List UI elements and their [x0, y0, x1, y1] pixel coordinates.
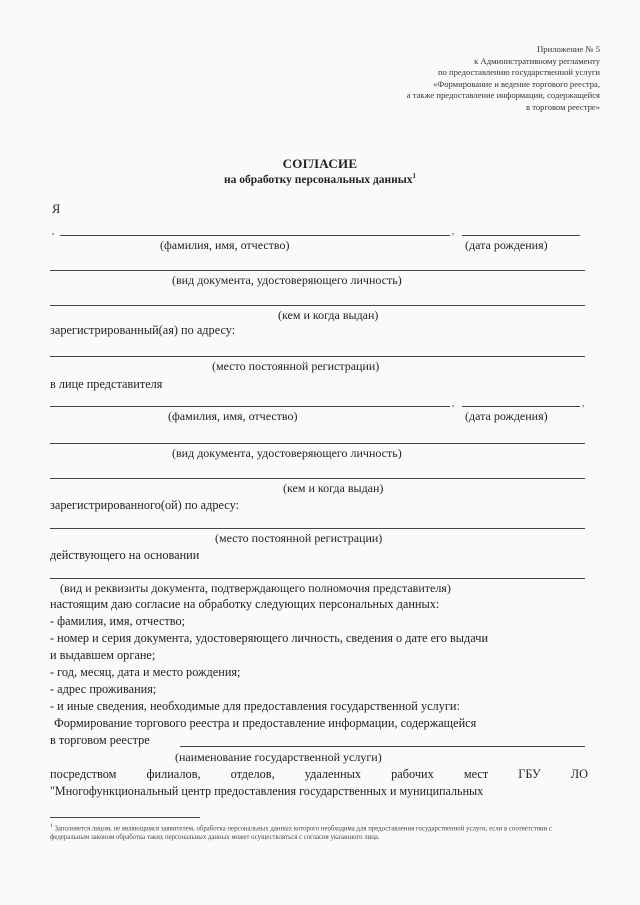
- reg-field[interactable]: [50, 356, 585, 357]
- appendix-line: в торговом реестре»: [526, 101, 600, 112]
- comma-mark: ,: [452, 398, 455, 408]
- through-word: филиалов,: [146, 767, 201, 781]
- caption-reg-place: (место постоянной регистрации): [212, 359, 380, 373]
- footnote-text: Заполняется лицом, не являющимся заявителем, обработка персональных данных которого необходима для предоставления государственной услуги, если в соответствии с федеральным законом обработка таких персональных данных может осуществляться с согласия указанного лица.: [50, 825, 553, 842]
- birth-field[interactable]: [462, 235, 580, 236]
- reg2-field[interactable]: [50, 528, 585, 529]
- caption-doc: (вид документа, удостоверяющего личность): [172, 273, 402, 287]
- footnote: [50, 822, 590, 842]
- doc-field[interactable]: [50, 270, 585, 271]
- through-word: ЛО: [570, 767, 589, 781]
- service-line-2: в торговом реестре: [50, 733, 150, 747]
- appendix-header: [280, 44, 600, 114]
- fio2-field[interactable]: [50, 406, 450, 407]
- through-word: отделов,: [230, 767, 275, 781]
- service-line-1: Формирование торгового реестра и предоставление информации, содержащейся: [54, 716, 477, 730]
- service-field[interactable]: [180, 746, 585, 747]
- registered-label: зарегистрированный(ая) по адресу:: [50, 323, 236, 337]
- appendix-line: Приложение № 5: [537, 44, 600, 54]
- list-item: - год, месяц, дата и место рождения;: [50, 665, 241, 679]
- through-word: посредством: [50, 767, 117, 781]
- doc2-field[interactable]: [50, 443, 585, 444]
- subtitle-text: на обработку персональных данных: [223, 173, 413, 186]
- caption-reg-place2: (место постоянной регистрации): [215, 531, 383, 545]
- acting-label: действующего на основании: [50, 548, 200, 562]
- comma-mark: ,: [582, 398, 585, 408]
- ya-label: Я: [52, 202, 61, 216]
- caption-rep-doc: (вид и реквизиты документа, подтверждающего полномочия представителя): [60, 581, 451, 595]
- list-item: - номер и серия документа, удостоверяющего личность, сведения о дате его выдачи: [50, 631, 489, 645]
- issued-field[interactable]: [50, 305, 585, 306]
- document-subtitle: [0, 172, 640, 186]
- comma-mark: ,: [452, 226, 455, 236]
- through-word: мест: [463, 767, 489, 781]
- caption-issued: (кем и когда выдан): [278, 308, 379, 322]
- through-word: удаленных: [304, 767, 362, 781]
- birth2-field[interactable]: [462, 406, 580, 407]
- fio-field[interactable]: [60, 235, 450, 236]
- caption-fio2: (фамилия, имя, отчество): [168, 409, 298, 423]
- registered2-label: зарегистрированного(ой) по адресу:: [50, 498, 239, 512]
- consent-label: настоящим даю согласие на обработку следующих персональных данных:: [50, 597, 440, 611]
- appendix-line: к Административному регламенту: [474, 55, 600, 66]
- appendix-line: по предоставлению государственной услуги: [437, 67, 600, 78]
- document-title: СОГЛАСИЕ: [282, 156, 358, 171]
- appendix-line: «Формирование и ведение торгового реестра,: [433, 78, 600, 89]
- footnote-divider: [50, 817, 200, 818]
- footnote-ref: 1: [412, 172, 417, 180]
- list-item: - и иные сведения, необходимые для предоставления государственной услуги:: [50, 699, 460, 713]
- caption-service-name: (наименование государственной услуги): [175, 750, 382, 764]
- caption-fio: (фамилия, имя, отчество): [160, 238, 290, 252]
- mfc-line: "Многофункциональный центр предоставления государственных и муниципальных: [50, 784, 484, 798]
- list-item: - фамилия, имя, отчество;: [50, 614, 186, 628]
- representative-label: в лице представителя: [50, 377, 163, 391]
- footnote-mark: 1: [50, 823, 53, 829]
- caption-issued2: (кем и когда выдан): [283, 481, 384, 495]
- through-word: рабочих: [391, 767, 434, 781]
- list-item: и выдавшем органе;: [50, 648, 156, 662]
- through-line: [50, 767, 588, 781]
- caption-doc2: (вид документа, удостоверяющего личность): [172, 446, 402, 460]
- caption-birth: (дата рождения): [465, 238, 548, 252]
- caption-birth2: (дата рождения): [465, 409, 548, 423]
- list-item: - адрес проживания;: [50, 682, 157, 696]
- rep-doc-field[interactable]: [50, 578, 585, 579]
- appendix-line: а также предоставление информации, содержащейся: [406, 90, 600, 101]
- through-word: ГБУ: [518, 767, 541, 781]
- comma-mark: ,: [52, 226, 55, 236]
- issued2-field[interactable]: [50, 478, 585, 479]
